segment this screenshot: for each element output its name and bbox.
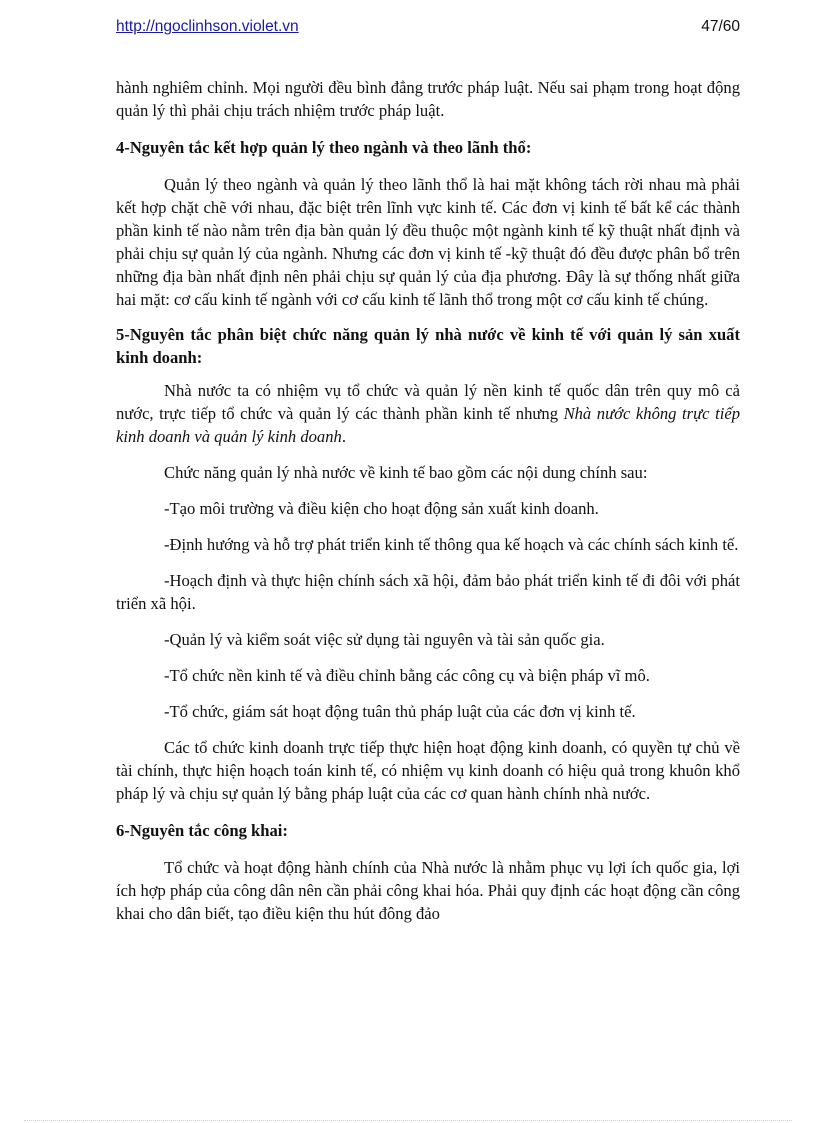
source-link[interactable]: http://ngoclinhson.violet.vn <box>116 18 299 35</box>
page-header <box>116 18 740 42</box>
paragraph: hành nghiêm chỉnh. Mọi người đều bình đẳng trước pháp luật. Nếu sai phạm trong hoạt động quản lý thì phải chịu trách nhiệm trước pháp luật. <box>116 78 740 120</box>
list-item: -Định hướng và hỗ trợ phát triển kinh tế thông qua kế hoạch và các chính sách kinh tế. <box>164 535 739 554</box>
list-item: -Quản lý và kiểm soát việc sử dụng tài nguyên và tài sản quốc gia. <box>164 630 605 649</box>
page-bottom-rule <box>24 1120 792 1121</box>
section-heading-6: 6-Nguyên tắc công khai: <box>116 821 288 840</box>
list-item: -Tạo môi trường và điều kiện cho hoạt động sản xuất kinh doanh. <box>164 499 599 518</box>
page-number: 47/60 <box>701 18 740 35</box>
paragraph-text: Nhà nước ta có nhiệm vụ tổ chức và quản lý nền kinh tế quốc dân trên quy mô cả nước, trực tiếp tổ chức và quản lý các thành phần kinh tế nhưng <box>116 381 740 423</box>
paragraph: Chức năng quản lý nhà nước về kinh tế bao gồm các nội dung chính sau: <box>164 463 648 482</box>
list-item: -Hoạch định và thực hiện chính sách xã hội, đảm bảo phát triển kinh tế đi đôi với phát triển xã hội. <box>116 571 740 613</box>
list-item: -Tổ chức, giám sát hoạt động tuân thủ pháp luật của các đơn vị kinh tế. <box>164 702 636 721</box>
section-heading-5: 5-Nguyên tắc phân biệt chức năng quản lý nhà nước về kinh tế với quản lý sản xuất kinh doanh: <box>116 325 740 367</box>
emphasized-text: Nhà nước không trực tiếp kinh doanh và quản lý kinh doanh <box>116 404 740 446</box>
section-heading-4: 4-Nguyên tắc kết hợp quản lý theo ngành và theo lãnh thổ: <box>116 138 532 157</box>
document-body <box>116 76 740 925</box>
paragraph: Các tổ chức kinh doanh trực tiếp thực hiện hoạt động kinh doanh, có quyền tự chủ về tài chính, thực hiện hoạch toán kinh tế, có nhiệm vụ kinh doanh có hiệu quả trong khuôn khổ pháp lý và chịu sự quản lý bằng pháp luật của các cơ quan hành chính nhà nước. <box>116 738 740 803</box>
list-item: -Tổ chức nền kinh tế và điều chỉnh bằng các công cụ và biện pháp vĩ mô. <box>164 666 650 685</box>
paragraph: Quản lý theo ngành và quản lý theo lãnh thổ là hai mặt không tách rời nhau mà phải kết hợp chặt chẽ với nhau, đặc biệt trên lĩnh vực kinh tế. Các đơn vị kinh tế bất kể các thành phần kinh tế nào nằm trên địa bàn quản lý đều thuộc một ngành kinh tế kỹ thuật nhất định và phải chịu sự quản lý của ngành. Nhưng các đơn vị kinh tế -kỹ thuật đó đều được phân bổ trên những địa bàn nhất định nên phải chịu sự quản lý của địa phương. Đây là sự thống nhất giữa hai mặt: cơ cấu kinh tế ngành với cơ cấu kinh tế lãnh thổ trong một cơ cấu kinh tế chúng. <box>116 175 740 309</box>
paragraph: Tổ chức và hoạt động hành chính của Nhà nước là nhằm phục vụ lợi ích quốc gia, lợi ích hợp pháp của công dân nên cần phải công khai hóa. Phải quy định các hoạt động cần công khai cho dân biết, tạo điều kiện thu hút đông đảo <box>116 858 740 923</box>
paragraph <box>116 379 740 448</box>
paragraph-text: . <box>341 427 346 446</box>
